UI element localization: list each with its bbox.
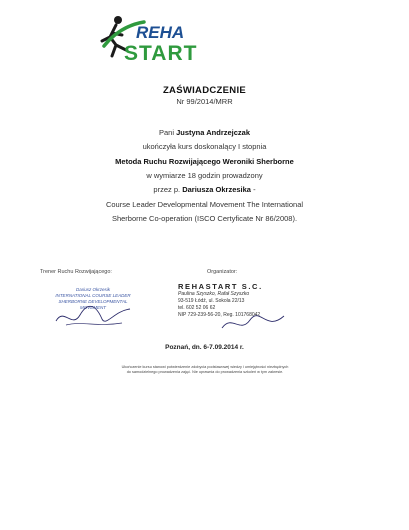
instructor-prefix: przez p.: [153, 185, 183, 194]
trainer-stamp-name: Dariusz Okrzesik: [75, 287, 110, 292]
course-level-line: ukończyła kurs doskonalący I stopnia: [142, 142, 267, 151]
course-name: Metoda Ruchu Rozwijającego Weroniki Sherborne: [115, 157, 294, 166]
footnote-line2: do samodzielnego prowadzenia zajęć. Nie uprawnia do prowadzenia szkoleń w tym zakresie.: [126, 370, 284, 374]
organizer-stamp-address: 93-519 Łódź, ul. Sokola 22/13: [178, 298, 245, 304]
recipient-name: Justyna Andrzejczak: [176, 128, 251, 137]
place-and-date: Poznań, dn. 6-7.09.2014 r.: [165, 344, 244, 351]
recipient-line: [0, 128, 409, 137]
organizer-stamp-phone: tel. 602 52 06 62: [178, 305, 216, 311]
organizer-stamp-nip: NIP 729-239-56-20, Reg. 101768042: [178, 312, 261, 318]
instructor-title-line1: Course Leader Developmental Movement The International: [105, 200, 304, 209]
certificate-number: Nr 99/2014/MRR: [176, 97, 233, 106]
organizer-stamp: [178, 282, 290, 336]
organizer-stamp-owners: Paulina Szyszko, Rafał Szyszko: [178, 291, 250, 297]
organizer-signature: [218, 310, 288, 336]
instructor-line: [0, 185, 409, 194]
certificate-title: ZAŚWIADCZENIE: [162, 85, 247, 96]
logo-text-start: START: [124, 42, 198, 65]
instructor-title-line2: Sherborne Co-operation (ISCO Certyficate Nr 86/2008).: [111, 214, 298, 223]
footnote-line1: Ukończenie kursu stanowi potwierdzenie zdobycia podstawowej wiedzy i umiejętności niezbędnych: [121, 365, 289, 369]
trainer-label: Trener Ruchu Rozwijającego:: [40, 269, 112, 275]
trainer-stamp-org: SHERBORNE DEVELOPMENTAL MOVEMENT: [58, 299, 128, 310]
footnote: [60, 365, 350, 375]
instructor-name: Dariusza Okrzesika: [182, 185, 251, 194]
trainer-stamp-role: INTERNATIONAL COURSE LEADER: [55, 293, 131, 298]
organizer-stamp-name: REHASTART S.C.: [178, 282, 263, 291]
organizer-label: Organizator:: [207, 269, 238, 275]
course-hours-line: w wymiarze 18 godzin prowadzony: [146, 171, 263, 180]
recipient-prefix: Pani: [158, 128, 177, 137]
trainer-stamp: [52, 287, 134, 331]
instructor-suffix: -: [250, 185, 256, 194]
trainer-signature: [52, 301, 134, 331]
logo-text-reha: REHA: [136, 23, 185, 42]
rehastart-logo: [96, 12, 216, 68]
